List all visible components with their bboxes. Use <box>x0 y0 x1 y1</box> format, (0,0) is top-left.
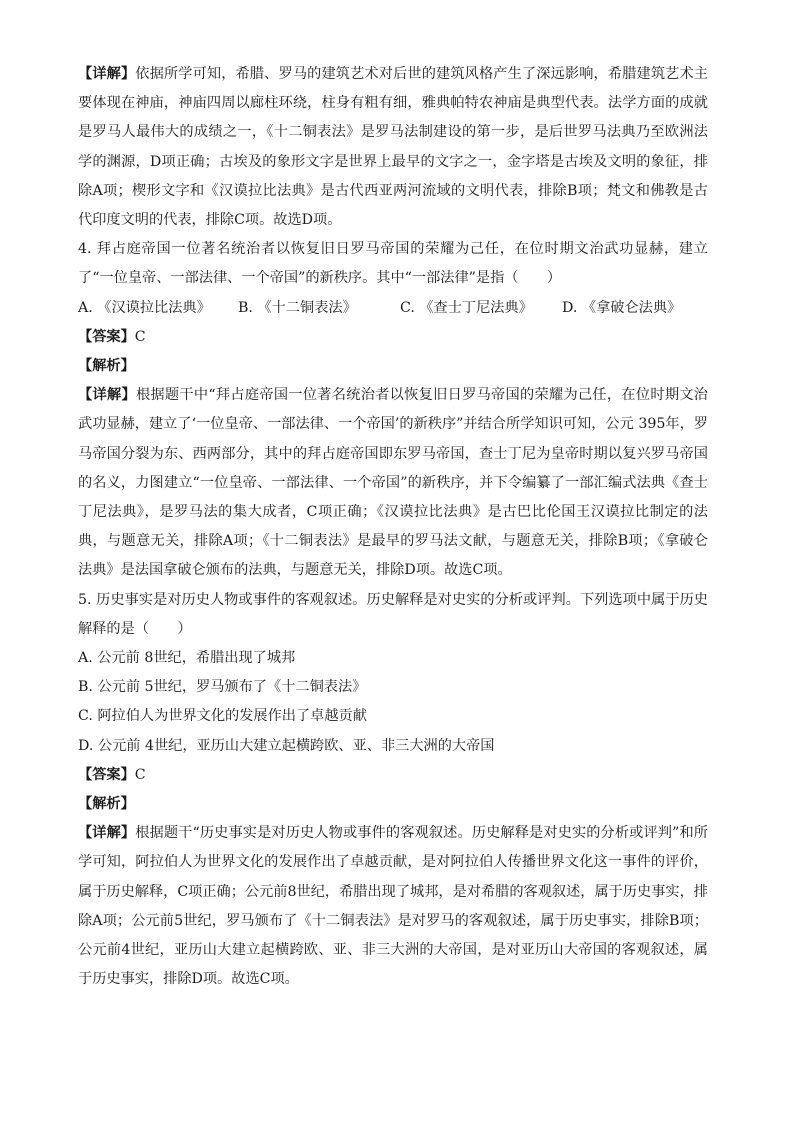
q5-option-d: D. 公元前 4世纪，亚历山大建立起横跨欧、亚、非三大洲的大帝国 <box>78 737 495 754</box>
q4-option-a: A. 《汉谟拉比法典》 <box>78 299 211 316</box>
answer-value: C <box>134 766 146 783</box>
q4-options <box>78 294 708 323</box>
analysis-tag: 【解析】 <box>78 358 135 375</box>
q5-detail <box>78 819 708 994</box>
q4-option-b: B. 《十二铜表法》 <box>238 299 357 316</box>
q5-stem: 5. 历史事实是对历史人物或事件的客观叙述。历史解释是对史实的分析或评判。下列选项中属于历史解释的是（ ） <box>78 591 708 637</box>
q5-analysis <box>78 790 708 819</box>
detail-tag: 【详解】 <box>78 66 136 82</box>
analysis-tag: 【解析】 <box>78 796 135 813</box>
q4-answer <box>78 323 708 352</box>
answer-tag: 【答案】 <box>78 328 135 345</box>
answer-value: C <box>134 328 146 345</box>
q3-detail <box>78 60 708 235</box>
detail-text: 根据题干中“拜占庭帝国一位著名统治者以恢复旧日罗马帝国的荣耀为己任，在位时期文治武功显赫，建立了‘一位皇帝、一部法律、一个帝国’的新秩序”并结合所学知识可知，公元 395年，罗马帝国分裂为东、西两部分，其中的拜占庭帝国即东罗马帝国，查士丁尼为皇帝时期以复兴罗马帝国的名义，力图建立“一位皇帝、一部法律、一个帝国”的新秩序，并下令编纂了一部汇编式法典《查士丁尼法典》，是罗马法的集大成者，C项正确；《汉谟拉比法典》是古巴比伦国王汉谟拉比制定的法典，与题意无关，排除A项；《十二铜表法》是最早的罗马法文献，与题意无关，排除B项；《拿破仑法典》是法国拿破仑颁布的法典，与题意无关，排除D项。故选C项。 <box>78 387 708 579</box>
q5-option-a: A. 公元前 8世纪，希腊出现了城邦 <box>78 650 296 667</box>
q4-option-d: D. 《拿破仑法典》 <box>562 299 682 316</box>
answer-tag: 【答案】 <box>78 766 135 783</box>
q4-option-c: C. 《查士丁尼法典》 <box>400 299 533 316</box>
detail-text: 根据题干“历史事实是对历史人物或事件的客观叙述。历史解释是对史实的分析或评判”和所学可知，阿拉伯人为世界文化的发展作出了卓越贡献，是对阿拉伯人传播世界文化这一事件的评价，属于历史解释，C项正确；公元前8世纪，希腊出现了城邦，是对希腊的客观叙述，属于历史事实，排除A项；公元前5世纪，罗马颁布了《十二铜表法》是对罗马的客观叙述，属于历史事实，排除B项；公元前4世纪，亚历山大建立起横跨欧、亚、非三大洲的大帝国，是对亚历山大帝国的客观叙述，属于历史事实，排除D项。故选C项。 <box>78 825 708 988</box>
q4-detail <box>78 381 708 585</box>
detail-tag: 【详解】 <box>78 825 136 842</box>
detail-text: 依据所学可知，希腊、罗马的建筑艺术对后世的建筑风格产生了深远影响，希腊建筑艺术主要体现在神庙，神庙四周以廊柱环绕，柱身有粗有细，雅典帕特农神庙是典型代表。法学方面的成就是罗马人最伟大的成绩之一，《十二铜表法》是罗马法制建设的第一步，是后世罗马法典乃至欧洲法学的渊源，D项正确；古埃及的象形文字是世界上最早的文字之一，金字塔是古埃及文明的象征，排除A项；楔形文字和《汉谟拉比法典》是古代西亚两河流域的文明代表，排除B项；梵文和佛教是古代印度文明的代表，排除C项。故选D项。 <box>78 66 708 229</box>
q4-analysis <box>78 352 708 381</box>
detail-tag: 【详解】 <box>78 387 136 404</box>
q5-answer <box>78 761 708 790</box>
q5-option-c: C. 阿拉伯人为世界文化的发展作出了卓越贡献 <box>78 708 367 725</box>
q5-option-b: B. 公元前 5世纪，罗马颁布了《十二铜表法》 <box>78 679 367 696</box>
q4-stem: 4. 拜占庭帝国一位著名统治者以恢复旧日罗马帝国的荣耀为己任，在位时期文治武功显赫，建立了“一位皇帝、一部法律、一个帝国”的新秩序。其中“一部法律”是指（ ） <box>78 241 708 287</box>
